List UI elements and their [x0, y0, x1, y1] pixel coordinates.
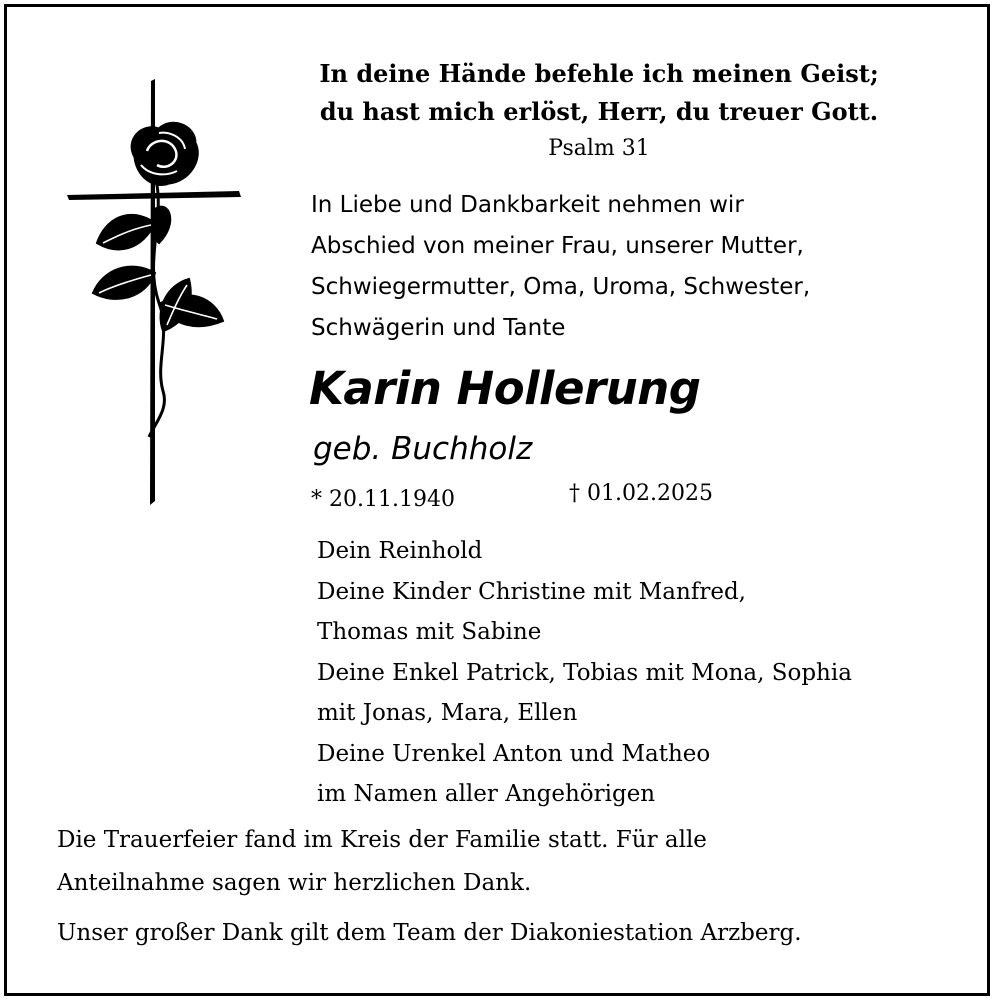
mourner-line: Dein Reinhold: [317, 538, 483, 564]
mourner-line: Thomas mit Sabine: [317, 619, 542, 645]
mourner-line: Deine Kinder Christine mit Manfred,: [317, 578, 746, 605]
maiden-name: geb. Buchholz: [313, 431, 533, 467]
bible-verse: [269, 55, 929, 131]
deceased-name: Karin Hollerung: [309, 362, 701, 415]
intro-line: Schwiegermutter, Oma, Uroma, Schwester,: [311, 274, 811, 300]
notice-line: Anteilnahme sagen wir herzlichen Dank.: [57, 870, 532, 896]
verse-reference: Psalm 31: [548, 136, 650, 161]
mourner-line: Deine Enkel Patrick, Tobias mit Mona, Sophia: [317, 659, 852, 686]
intro-line: Abschied von meiner Frau, unserer Mutter,: [311, 233, 804, 259]
birth-date: * 20.11.1940: [311, 487, 455, 512]
funeral-notice: [57, 819, 957, 905]
verse-line-2: du hast mich erlöst, Herr, du treuer Gott.: [319, 97, 879, 126]
mourner-line: Deine Urenkel Anton und Matheo: [317, 740, 711, 767]
mourner-line: im Namen aller Angehörigen: [317, 781, 656, 807]
notice-line: Die Trauerfeier fand im Kreis der Familie statt. Für alle: [57, 827, 707, 853]
mourners-list: [317, 531, 977, 815]
death-date: † 01.02.2025: [569, 481, 713, 506]
thanks-line: Unser großer Dank gilt dem Team der Diakoniestation Arzberg.: [57, 920, 802, 946]
intro-text: [311, 185, 971, 349]
intro-line: Schwägerin und Tante: [311, 315, 566, 341]
verse-line-1: In deine Hände befehle ich meinen Geist;: [319, 59, 879, 88]
mourner-line: mit Jonas, Mara, Ellen: [317, 700, 578, 726]
cross-with-rose-icon: [59, 73, 249, 513]
intro-line: In Liebe und Dankbarkeit nehmen wir: [311, 192, 744, 218]
obituary-notice: [4, 4, 990, 996]
